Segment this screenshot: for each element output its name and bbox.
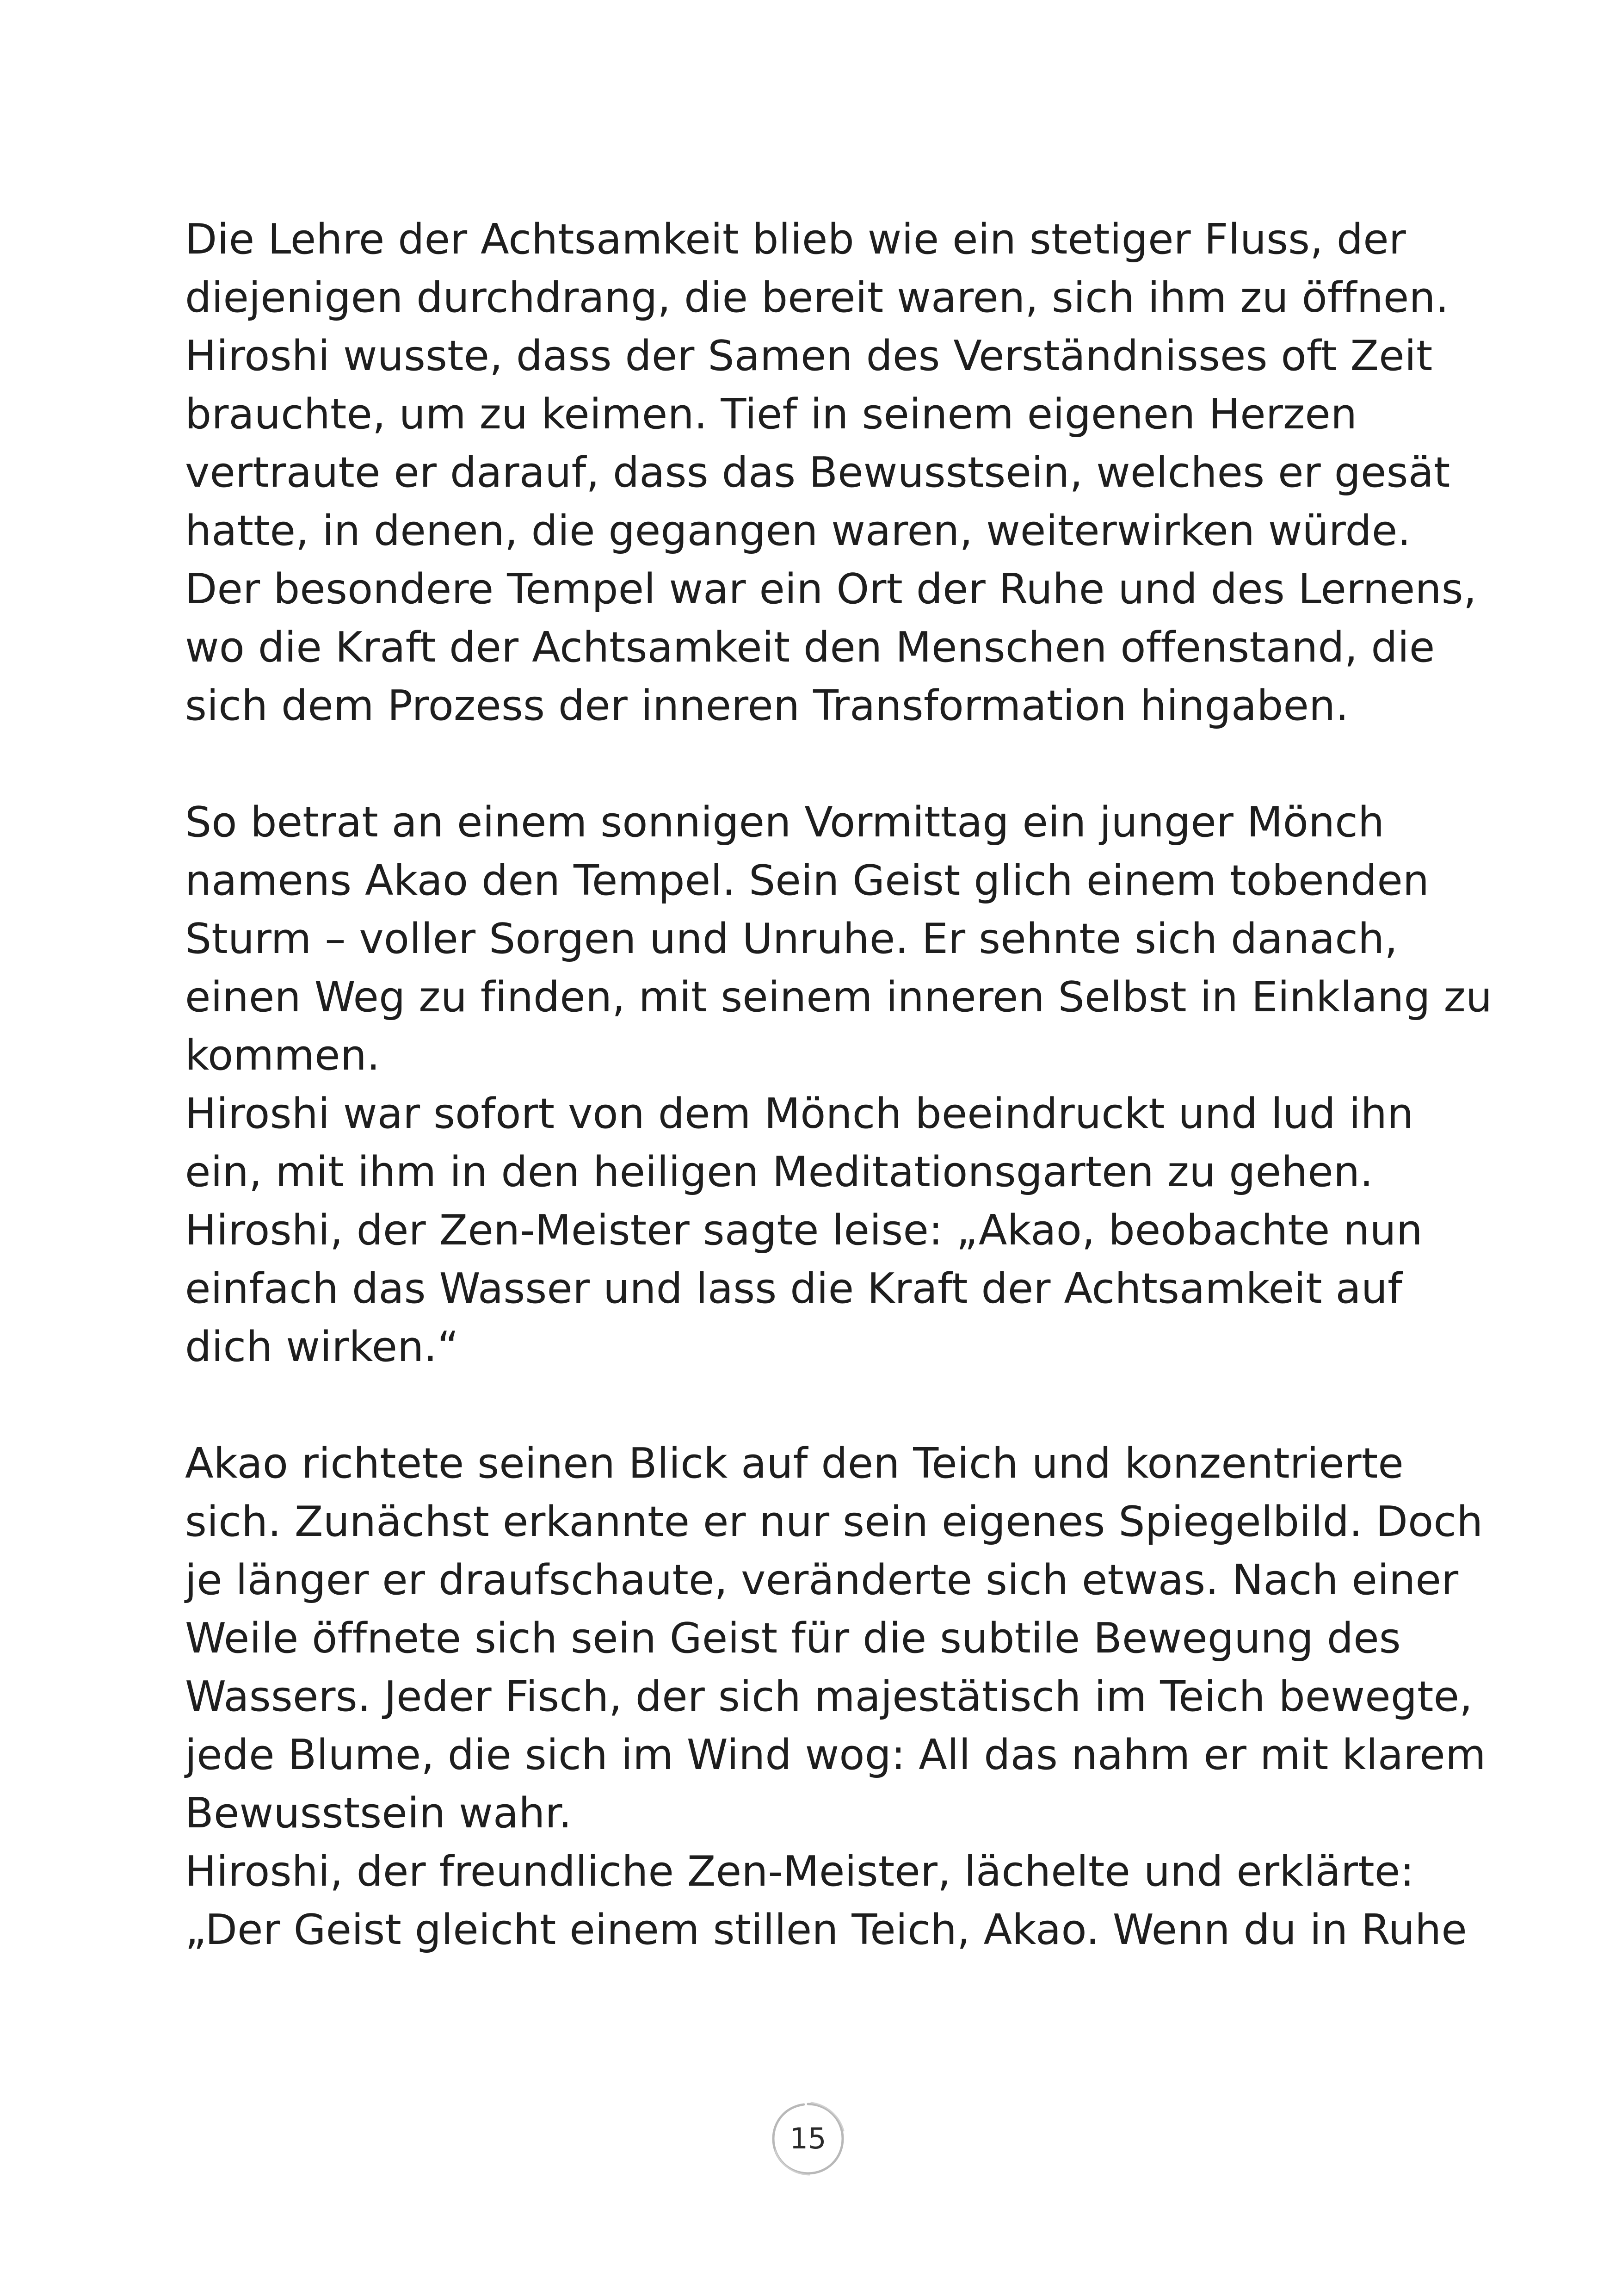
text-line: Hiroshi wusste, dass der Samen des Verständnisses oft Zeit (185, 332, 1433, 380)
text-line: sich dem Prozess der inneren Transformation hingaben. (185, 681, 1349, 730)
paragraph-gap (185, 735, 1462, 793)
text-line: Hiroshi, der Zen-Meister sagte leise: „Akao, beobachte nun (185, 1206, 1423, 1255)
text-line: So betrat an einem sonnigen Vormittag ein junger Mönch (185, 798, 1385, 847)
text-line: ein, mit ihm in den heiligen Meditationsgarten zu gehen. (185, 1148, 1374, 1196)
text-line: Wassers. Jeder Fisch, der sich majestätisch im Teich bewegte, (185, 1672, 1473, 1721)
text-line: Bewusstsein wahr. (185, 1789, 572, 1838)
paragraph-gap (185, 1376, 1462, 1435)
text-line: wo die Kraft der Achtsamkeit den Menschen offenstand, die (185, 623, 1435, 672)
text-line: je länger er draufschaute, veränderte sich etwas. Nach einer (185, 1556, 1459, 1604)
text-line: Hiroshi war sofort von dem Mönch beeindruckt und lud ihn (185, 1089, 1414, 1138)
text-line: brauchte, um zu keimen. Tief in seinem eigenen Herzen (185, 390, 1357, 439)
text-line: dich wirken.“ (185, 1323, 459, 1371)
text-line: jede Blume, die sich im Wind wog: All das nahm er mit klarem (185, 1731, 1486, 1779)
text-line: kommen. (185, 1031, 380, 1080)
text-line: Weile öffnete sich sein Geist für die subtile Bewegung des (185, 1614, 1401, 1663)
text-line: einen Weg zu finden, mit seinem inneren Selbst in Einklang zu (185, 973, 1493, 1021)
text-line: Sturm – voller Sorgen und Unruhe. Er sehnte sich danach, (185, 915, 1398, 963)
text-line: einfach das Wasser und lass die Kraft der Achtsamkeit auf (185, 1264, 1403, 1313)
text-line: „Der Geist gleicht einem stillen Teich, Akao. Wenn du in Ruhe (185, 1906, 1467, 1954)
page-number: 15 (789, 2122, 827, 2155)
paragraph (185, 1435, 1486, 1959)
paragraph (185, 210, 1477, 735)
text-line: Akao richtete seinen Blick auf den Teich und konzentrierte (185, 1439, 1404, 1488)
paragraph (185, 793, 1493, 1376)
text-line: sich. Zunächst erkannte er nur sein eigenes Spiegelbild. Doch (185, 1498, 1483, 1546)
page-number-badge (770, 2100, 846, 2177)
text-line: Die Lehre der Achtsamkeit blieb wie ein stetiger Fluss, der (185, 215, 1406, 264)
text-line: Der besondere Tempel war ein Ort der Ruhe und des Lernens, (185, 565, 1477, 613)
text-line: Hiroshi, der freundliche Zen-Meister, lächelte und erklärte: (185, 1847, 1414, 1896)
text-line: diejenigen durchdrang, die bereit waren, sich ihm zu öffnen. (185, 273, 1449, 322)
body-text (185, 210, 1493, 1959)
text-line: namens Akao den Tempel. Sein Geist glich einem tobenden (185, 856, 1430, 905)
text-line: vertraute er darauf, dass das Bewusstsein, welches er gesät (185, 448, 1450, 497)
text-line: hatte, in denen, die gegangen waren, weiterwirken würde. (185, 507, 1411, 555)
